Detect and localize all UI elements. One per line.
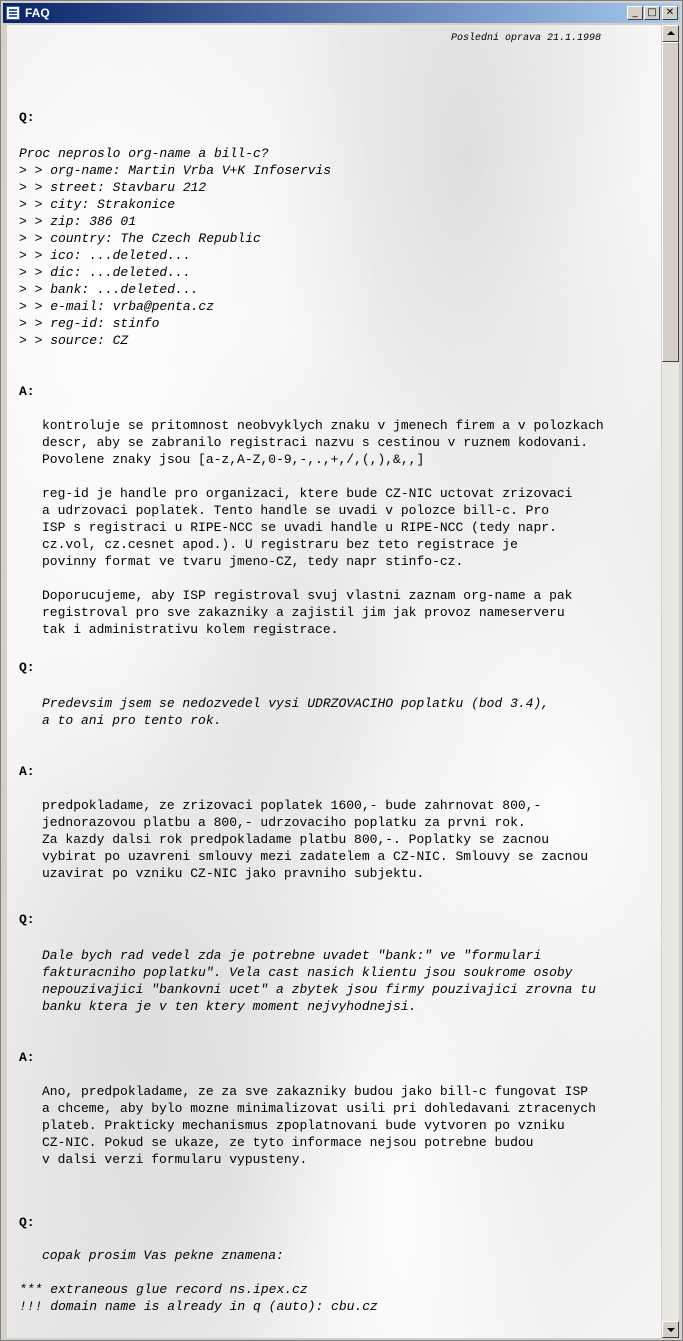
close-button[interactable]: ✕ bbox=[662, 6, 678, 20]
answer-line: jednorazovou platbu a 800,- udrzovaciho poplatku za prvni rok. bbox=[42, 815, 526, 830]
answer-line: predpokladame, ze zrizovaci poplatek 1600,- bude zahrnovat 800,- bbox=[42, 798, 542, 813]
answer-line: Doporucujeme, aby ISP registroval svuj vlastni zaznam org-name a pak bbox=[42, 588, 573, 603]
question-line: *** extraneous glue record ns.ipex.cz bbox=[19, 1282, 308, 1297]
answer-line: tak i administrativu kolem registrace. bbox=[42, 622, 339, 637]
question-line: banku ktera je v ten ktery moment nejvyhodnejsi. bbox=[42, 999, 417, 1014]
question-label: Q: bbox=[19, 912, 35, 927]
question-line: > > dic: ...deleted... bbox=[19, 265, 191, 280]
question-line: > > street: Stavbaru 212 bbox=[19, 180, 207, 195]
question-line: > > ico: ...deleted... bbox=[19, 248, 191, 263]
question-line: > > source: CZ bbox=[19, 333, 129, 348]
scroll-down-button[interactable] bbox=[662, 1321, 679, 1338]
answer-label: A: bbox=[19, 764, 35, 779]
question-label: Q: bbox=[19, 110, 35, 125]
title-bar[interactable] bbox=[3, 3, 680, 23]
question-line: Dale bych rad vedel zda je potrebne uvadet "bank:" ve "formulari bbox=[42, 948, 542, 963]
answer-line: povinny format ve tvaru jmeno-CZ, tedy napr stinfo-cz. bbox=[42, 554, 464, 569]
scroll-thumb[interactable] bbox=[662, 42, 679, 362]
question-line: nepouzivajici "bankovni ucet" a zbytek jsou firmy pouzivajici zrovna tu bbox=[42, 982, 596, 997]
answer-line: v dalsi verzi formularu vypusteny. bbox=[42, 1152, 308, 1167]
question-line: > > e-mail: vrba@penta.cz bbox=[19, 299, 215, 314]
minimize-button[interactable]: _ bbox=[627, 6, 643, 20]
answer-line: kontroluje se pritomnost neobvyklych znaku v jmenech firem a v polozkach bbox=[42, 418, 604, 433]
question-label: Q: bbox=[19, 1215, 35, 1230]
question-line: Proc neproslo org-name a bill-c? bbox=[19, 146, 269, 161]
answer-line: uzavirat po vzniku CZ-NIC jako pravniho subjektu. bbox=[42, 866, 425, 881]
answer-line: plateb. Prakticky mechanismus zpoplatnovani bude vytvoren po vzniku bbox=[42, 1118, 565, 1133]
answer-line: CZ-NIC. Pokud se ukaze, ze tyto informace nejsou potrebne budou bbox=[42, 1135, 534, 1150]
question-line: !!! domain name is already in q (auto): cbu.cz bbox=[19, 1299, 378, 1314]
answer-line: Povolene znaky jsou [a-z,A-Z,0-9,-,.,+,/,(,),&,,] bbox=[42, 452, 425, 467]
answer-line: reg-id je handle pro organizaci, ktere bude CZ-NIC uctovat zrizovaci bbox=[42, 486, 573, 501]
question-line: Predevsim jsem se nedozvedel vysi UDRZOVACIHO poplatku (bod 3.4), bbox=[42, 696, 550, 711]
question-line: > > org-name: Martin Vrba V+K Infoservis bbox=[19, 163, 332, 178]
answer-line: descr, aby se zabranilo registraci nazvu s cestinou v ruznem kodovani. bbox=[42, 435, 589, 450]
question-line: > > bank: ...deleted... bbox=[19, 282, 199, 297]
answer-line: a chceme, aby bylo mozne minimalizovat usili pri dohledavani ztracenych bbox=[42, 1101, 596, 1116]
question-line: fakturacniho poplatku". Vela cast nasich klientu jsou soukrome osoby bbox=[42, 965, 573, 980]
question-line: copak prosim Vas pekne znamena: bbox=[42, 1248, 284, 1263]
answer-line: ISP s registraci u RIPE-NCC se uvadi handle u RIPE-NCC (tedy napr. bbox=[42, 520, 557, 535]
maximize-button[interactable]: □ bbox=[644, 6, 660, 20]
answer-line: vybirat po uzavreni smlouvy mezi zadatelem a CZ-NIC. Smlouvy se zacnou bbox=[42, 849, 589, 864]
faq-content bbox=[7, 25, 661, 1338]
question-line: > > zip: 386 01 bbox=[19, 214, 137, 229]
answer-line: registroval pro sve zakazniky a zajistil jim jak provoz nameserveru bbox=[42, 605, 565, 620]
vertical-scrollbar[interactable] bbox=[662, 25, 679, 1338]
answer-label: A: bbox=[19, 384, 35, 399]
answer-line: a udrzovaci poplatek. Tento handle se uvadi v polozce bill-c. Pro bbox=[42, 503, 550, 518]
question-line: > > reg-id: stinfo bbox=[19, 316, 160, 331]
question-label: Q: bbox=[19, 660, 35, 675]
last-revision-stamp: Posledni oprava 21.1.1998 bbox=[451, 33, 602, 44]
answer-line: cz.vol, cz.cesnet apod.). U registraru bez teto registrace je bbox=[42, 537, 518, 552]
answer-line: Ano, predpokladame, ze za sve zakazniky budou jako bill-c fungovat ISP bbox=[42, 1084, 589, 1099]
answer-label: A: bbox=[19, 1050, 35, 1065]
answer-line: Za kazdy dalsi rok predpokladame platbu 800,-. Poplatky se zacnou bbox=[42, 832, 550, 847]
question-line: a to ani pro tento rok. bbox=[42, 713, 222, 728]
window-title: FAQ bbox=[25, 6, 50, 20]
document-icon[interactable] bbox=[6, 6, 20, 20]
scroll-up-button[interactable] bbox=[662, 25, 679, 42]
question-line: > > city: Strakonice bbox=[19, 197, 176, 212]
question-line: > > country: The Czech Republic bbox=[19, 231, 261, 246]
